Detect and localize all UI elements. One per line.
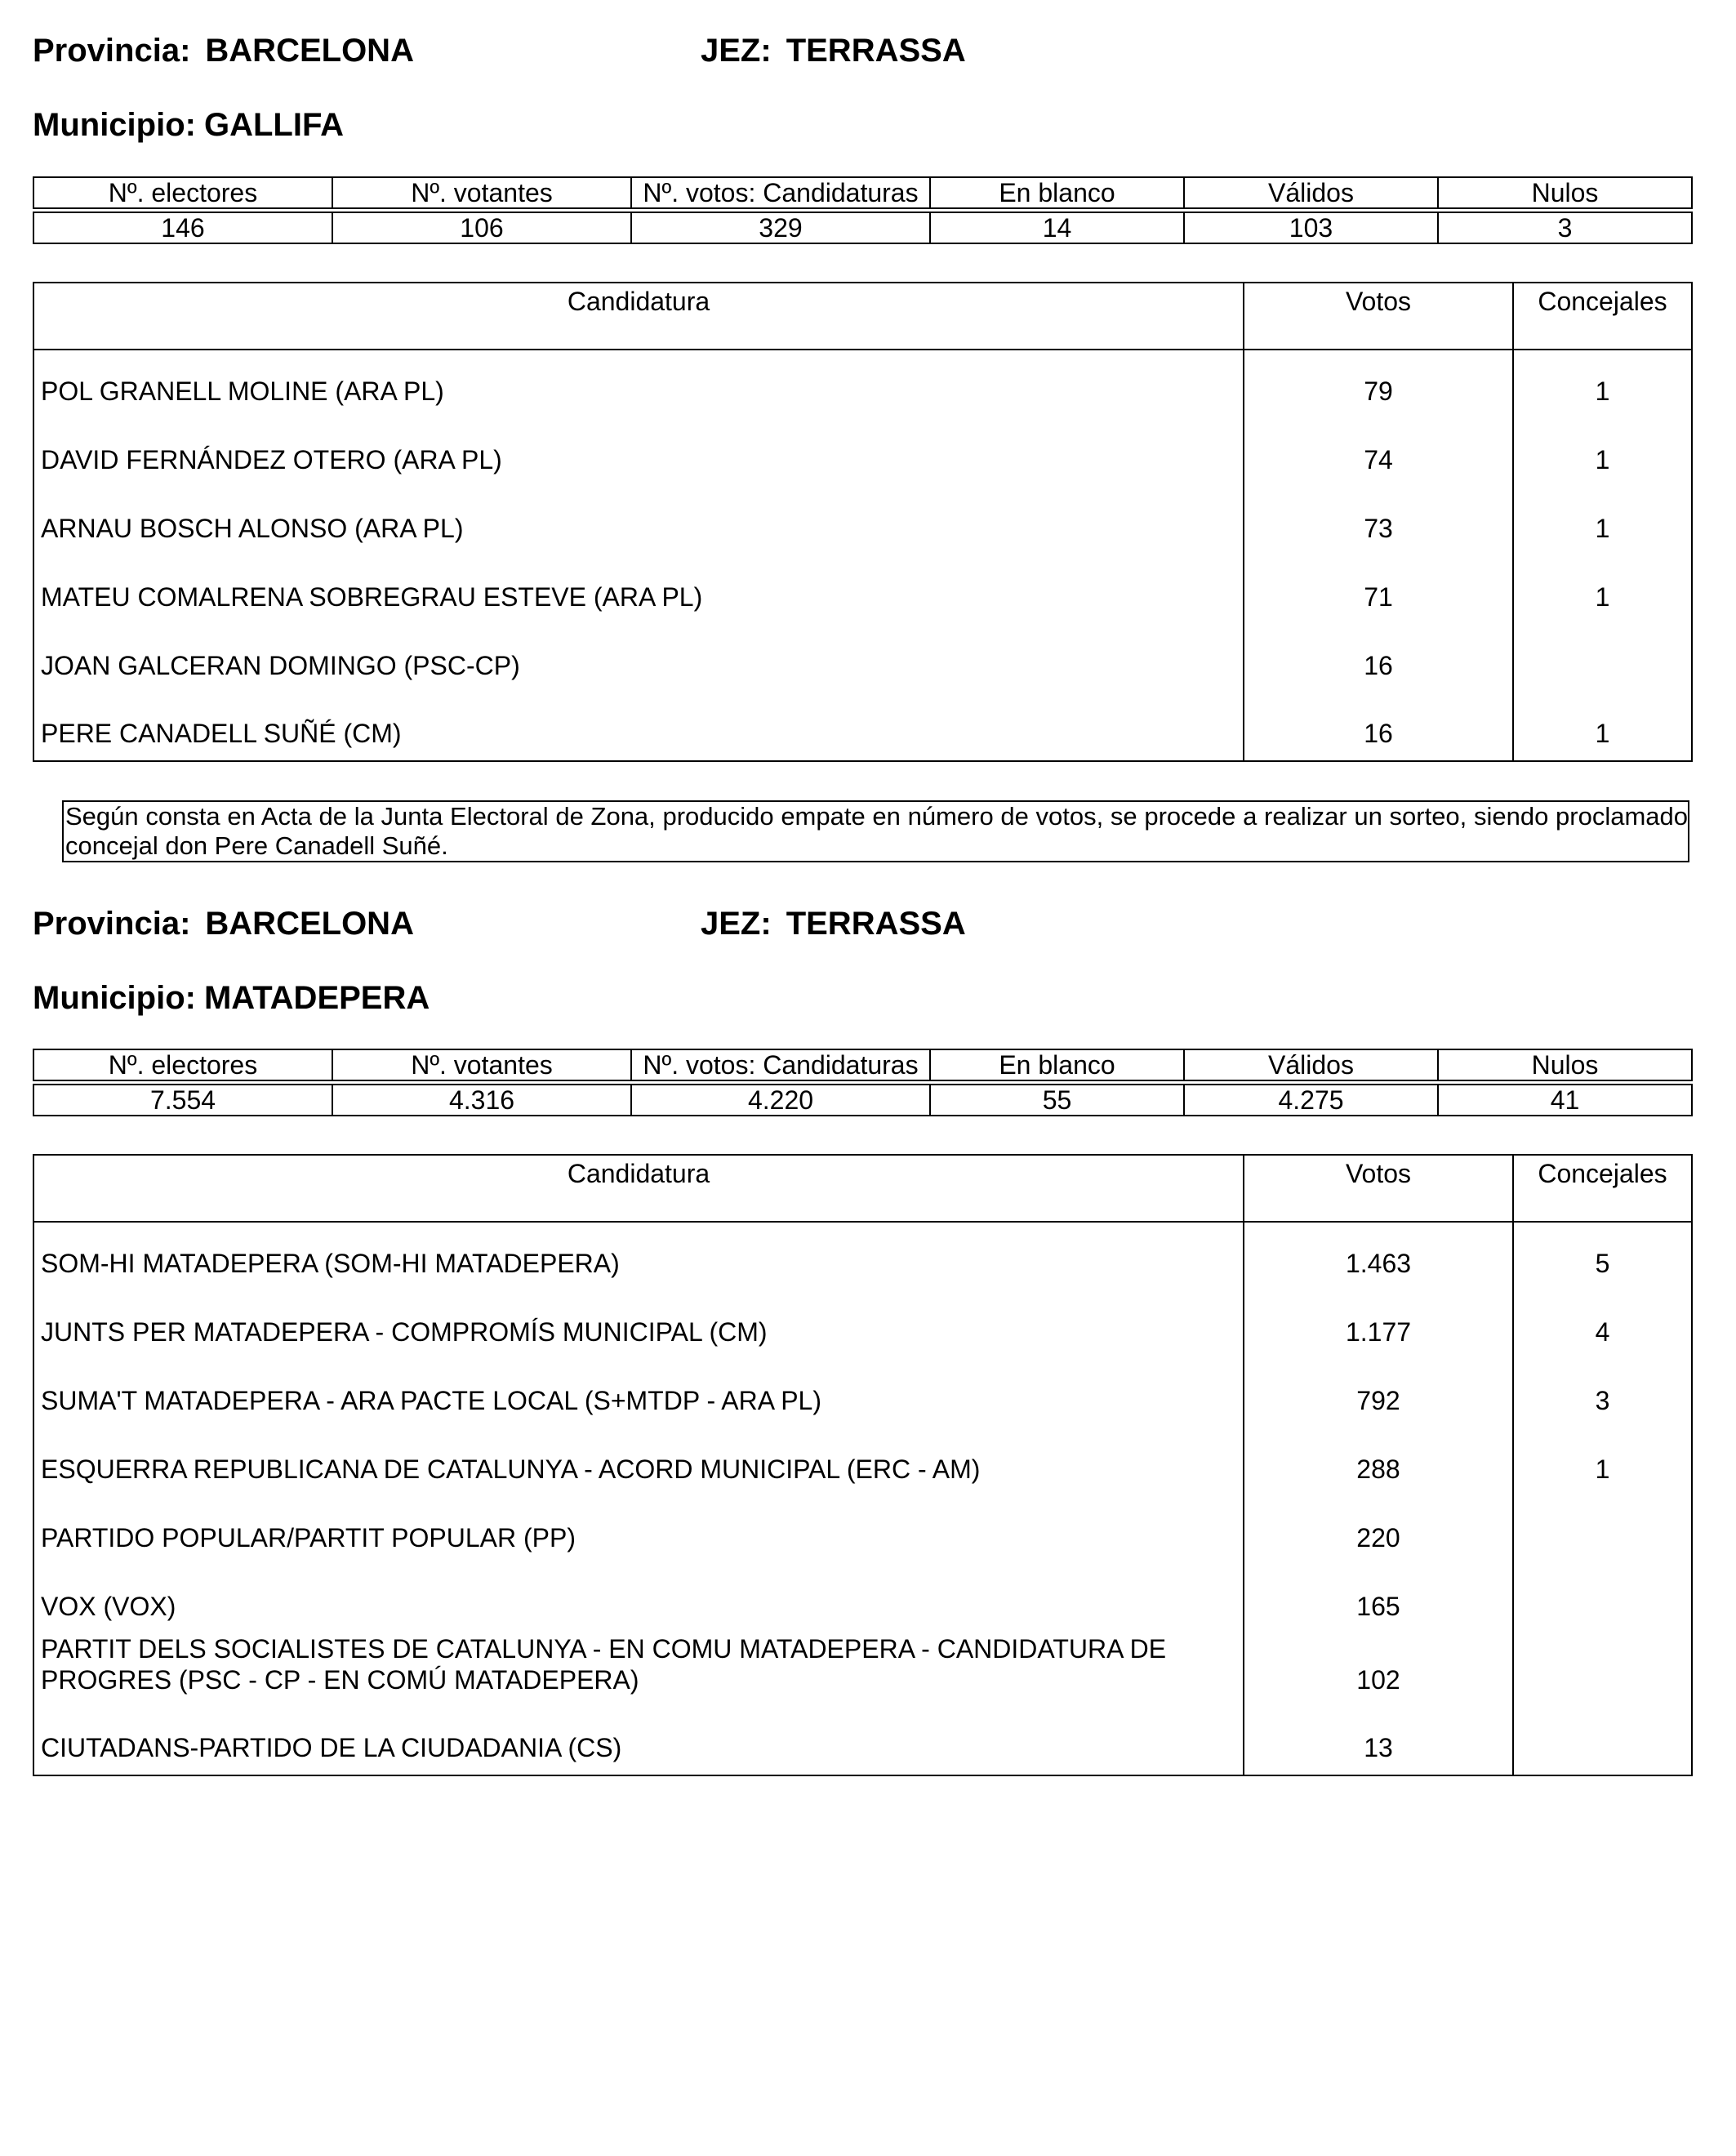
stats-header-nulos: Nulos: [1438, 177, 1692, 208]
provincia-heading: [33, 904, 414, 943]
table-row: [33, 1359, 1692, 1428]
candidate-concejales: 1: [1513, 487, 1692, 555]
stats-value-electores: 146: [33, 212, 332, 243]
candidate-name: PERE CANADELL SUÑÉ (CM): [33, 693, 1244, 761]
stats-value-votos-candidaturas: 329: [631, 212, 930, 243]
municipio-value: GALLIFA: [203, 107, 345, 143]
stats-header-table: [33, 1049, 1693, 1081]
stats-header-validos: Válidos: [1184, 1049, 1438, 1080]
candidates-table: [33, 1154, 1693, 1776]
jez-label: JEZ:: [701, 33, 772, 69]
stats-header-en-blanco: En blanco: [930, 177, 1184, 208]
stats-header-electores: Nº. electores: [33, 177, 332, 208]
candidate-name: SOM-HI MATADEPERA (SOM-HI MATADEPERA): [33, 1222, 1244, 1290]
candidate-concejales: 3: [1513, 1359, 1692, 1428]
stats-values-table: [33, 1084, 1693, 1116]
candidate-votos: 73: [1244, 487, 1513, 555]
header-candidatura: Candidatura: [33, 283, 1244, 350]
provincia-value: BARCELONA: [205, 906, 414, 942]
stats-header-votos-candidaturas: Nº. votos: Candidaturas: [631, 1049, 930, 1080]
candidate-concejales: 1: [1513, 1428, 1692, 1496]
provincia-value: BARCELONA: [205, 33, 414, 69]
table-row: [33, 1290, 1692, 1359]
jez-label: JEZ:: [701, 906, 772, 942]
sorteo-note: Según consta en Acta de la Junta Electoral de Zona, producido empate en número de votos, se procede a realizar un sorteo, siendo proclamado concejal don Pere Canadell Suñé.: [62, 800, 1689, 862]
stats-header-votantes: Nº. votantes: [332, 177, 631, 208]
candidate-votos: 16: [1244, 693, 1513, 761]
candidate-votos: 74: [1244, 418, 1513, 487]
candidate-concejales: 5: [1513, 1222, 1692, 1290]
candidate-concejales: [1513, 1707, 1692, 1775]
stats-value-votantes: 4.316: [332, 1085, 631, 1116]
stats-header-nulos: Nulos: [1438, 1049, 1692, 1080]
candidate-concejales: 1: [1513, 555, 1692, 624]
table-row: [33, 1496, 1692, 1565]
table-row: [33, 1707, 1692, 1775]
candidate-name: JUNTS PER MATADEPERA - COMPROMÍS MUNICIPAL (CM): [33, 1290, 1244, 1359]
provincia-label: Provincia:: [33, 33, 191, 69]
candidate-name: JOAN GALCERAN DOMINGO (PSC-CP): [33, 624, 1244, 693]
header-candidatura: Candidatura: [33, 1155, 1244, 1222]
candidate-votos: 71: [1244, 555, 1513, 624]
candidate-concejales: 4: [1513, 1290, 1692, 1359]
candidate-name: PARTIT DELS SOCIALISTES DE CATALUNYA - EN COMU MATADEPERA - CANDIDATURA DE PROGRES (PSC - CP - EN COMÚ MATADEPERA): [33, 1633, 1244, 1707]
table-row: [33, 1565, 1692, 1633]
candidate-votos: 288: [1244, 1428, 1513, 1496]
stats-header-en-blanco: En blanco: [930, 1049, 1184, 1080]
candidate-votos: 1.463: [1244, 1222, 1513, 1290]
table-row: [33, 1428, 1692, 1496]
candidate-votos: 1.177: [1244, 1290, 1513, 1359]
candidate-concejales: [1513, 1496, 1692, 1565]
jez-value: TERRASSA: [786, 906, 966, 942]
candidate-name: POL GRANELL MOLINE (ARA PL): [33, 350, 1244, 418]
candidate-name: ESQUERRA REPUBLICANA DE CATALUNYA - ACORD MUNICIPAL (ERC - AM): [33, 1428, 1244, 1496]
candidate-votos: 13: [1244, 1707, 1513, 1775]
candidate-votos: 102: [1244, 1633, 1513, 1707]
candidate-name: PARTIDO POPULAR/PARTIT POPULAR (PP): [33, 1496, 1244, 1565]
header-votos: Votos: [1244, 283, 1513, 350]
candidate-concejales: [1513, 1565, 1692, 1633]
candidate-votos: 165: [1244, 1565, 1513, 1633]
jez-heading: [701, 904, 966, 943]
candidate-votos: 220: [1244, 1496, 1513, 1565]
candidate-concejales: [1513, 1633, 1692, 1707]
candidate-name: DAVID FERNÁNDEZ OTERO (ARA PL): [33, 418, 1244, 487]
candidate-concejales: 1: [1513, 418, 1692, 487]
candidate-name: CIUTADANS-PARTIDO DE LA CIUDADANIA (CS): [33, 1707, 1244, 1775]
jez-value: TERRASSA: [786, 33, 966, 69]
table-row: [33, 1222, 1692, 1290]
stats-value-nulos: 3: [1438, 212, 1692, 243]
municipio-label: Municipio:: [33, 980, 196, 1016]
candidate-concejales: 1: [1513, 693, 1692, 761]
stats-value-en-blanco: 55: [930, 1085, 1184, 1116]
provincia-label: Provincia:: [33, 906, 191, 942]
header-votos: Votos: [1244, 1155, 1513, 1222]
stats-value-validos: 4.275: [1184, 1085, 1438, 1116]
candidate-name: SUMA'T MATADEPERA - ARA PACTE LOCAL (S+MTDP - ARA PL): [33, 1359, 1244, 1428]
municipio-heading: [33, 978, 430, 1018]
candidate-votos: 792: [1244, 1359, 1513, 1428]
stats-value-nulos: 41: [1438, 1085, 1692, 1116]
candidate-votos: 79: [1244, 350, 1513, 418]
table-row: [33, 1633, 1692, 1707]
candidates-header-row: [33, 1155, 1692, 1222]
stats-values-row: [33, 1085, 1692, 1116]
stats-value-votos-candidaturas: 4.220: [631, 1085, 930, 1116]
candidate-votos: 16: [1244, 624, 1513, 693]
stats-value-en-blanco: 14: [930, 212, 1184, 243]
stats-value-votantes: 106: [332, 212, 631, 243]
municipio-label: Municipio:: [33, 107, 196, 143]
stats-header-row: [33, 1049, 1692, 1080]
stats-header-electores: Nº. electores: [33, 1049, 332, 1080]
candidate-concejales: 1: [1513, 350, 1692, 418]
candidate-name: ARNAU BOSCH ALONSO (ARA PL): [33, 487, 1244, 555]
header-concejales: Concejales: [1513, 1155, 1692, 1222]
stats-header-validos: Válidos: [1184, 177, 1438, 208]
stats-value-electores: 7.554: [33, 1085, 332, 1116]
stats-value-validos: 103: [1184, 212, 1438, 243]
candidate-name: VOX (VOX): [33, 1565, 1244, 1633]
stats-header-votantes: Nº. votantes: [332, 1049, 631, 1080]
candidate-name: MATEU COMALRENA SOBREGRAU ESTEVE (ARA PL): [33, 555, 1244, 624]
municipio-value: MATADEPERA: [203, 980, 430, 1016]
stats-header-votos-candidaturas: Nº. votos: Candidaturas: [631, 177, 930, 208]
header-concejales: Concejales: [1513, 283, 1692, 350]
